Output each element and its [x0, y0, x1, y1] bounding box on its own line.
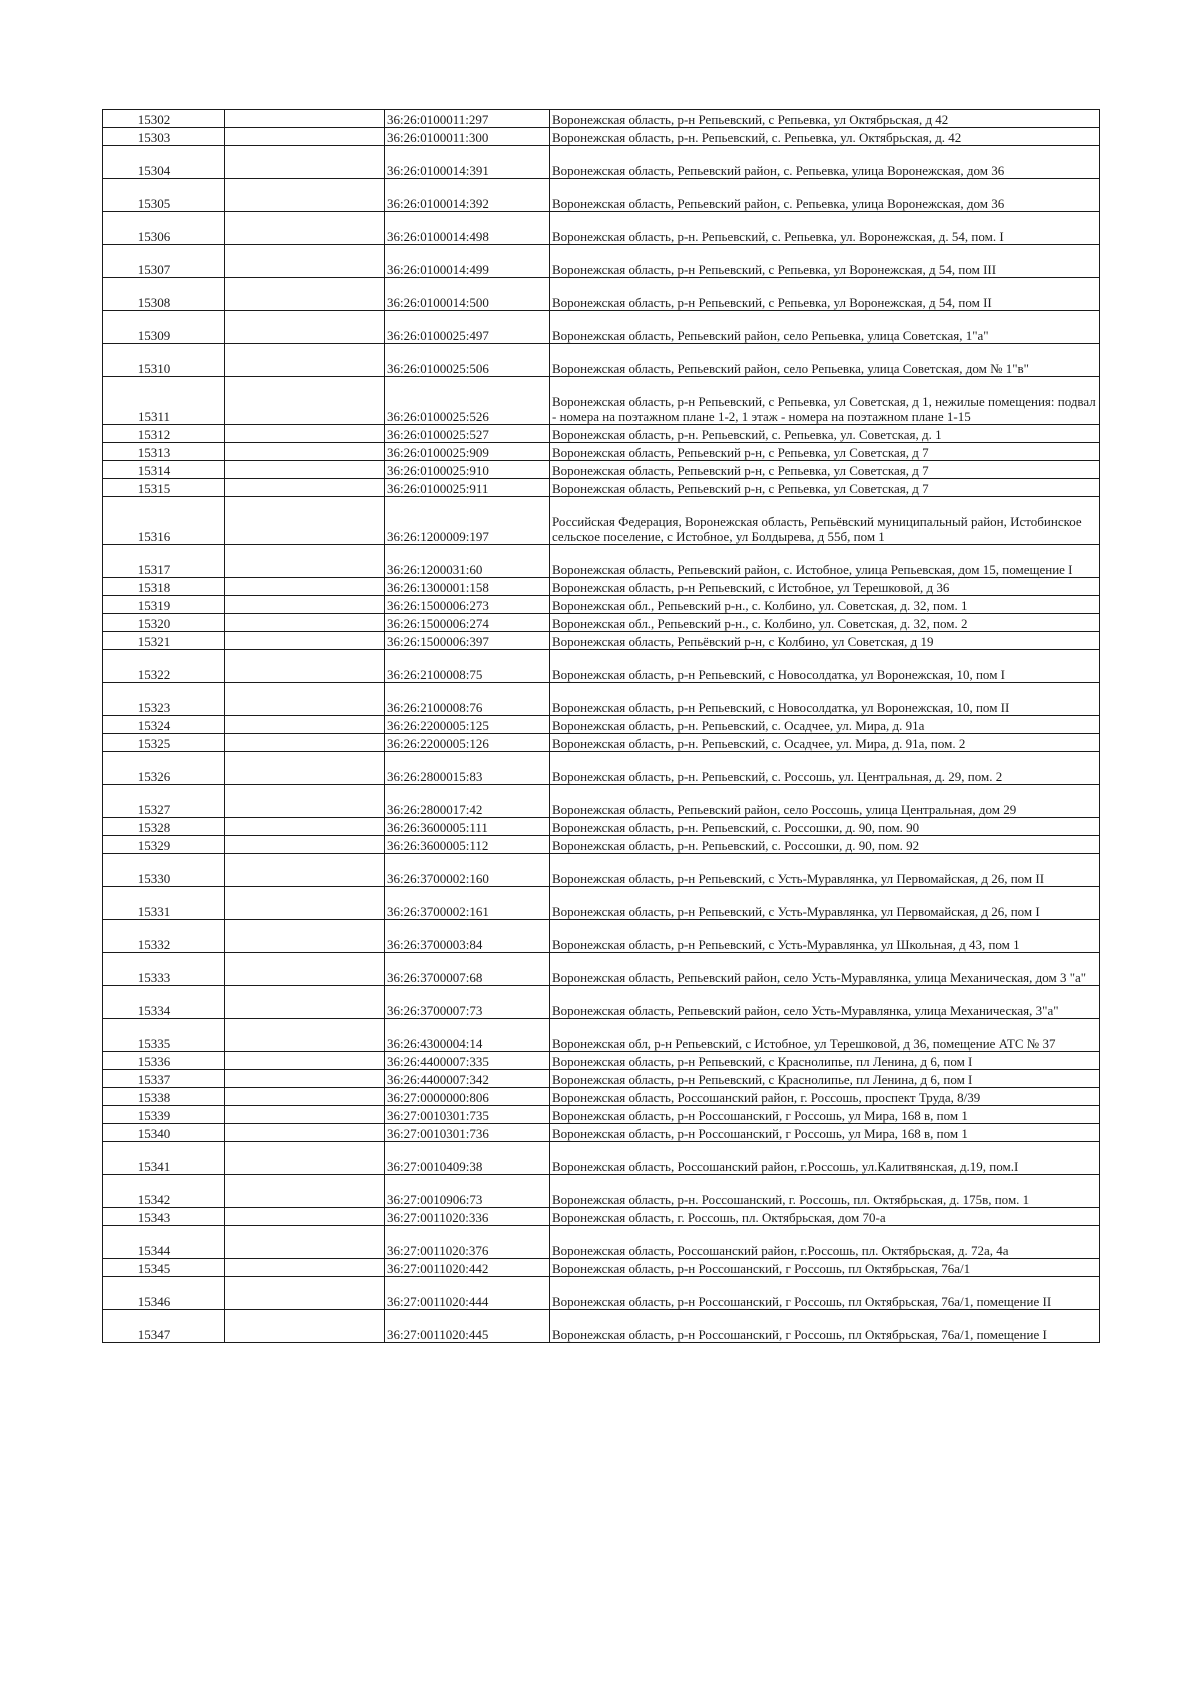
empty-cell: [225, 497, 385, 545]
row-number: 15347: [103, 1310, 225, 1343]
cadastral-number: 36:27:0011020:442: [385, 1259, 550, 1277]
empty-cell: [225, 716, 385, 734]
empty-cell: [225, 614, 385, 632]
property-table: [102, 109, 1100, 1343]
address: Воронежская область, р-н. Россошанский, г. Россошь, пл. Октябрьская, д. 175в, пом. 1: [550, 1175, 1100, 1208]
address: Воронежская область, Репьевский район, с. Истобное, улица Репьевская, дом 15, помещение I: [550, 545, 1100, 578]
empty-cell: [225, 377, 385, 425]
address: Воронежская область, р-н. Репьевский, с. Осадчее, ул. Мира, д. 91а: [550, 716, 1100, 734]
table-row: [103, 986, 1100, 1019]
cadastral-number: 36:26:0100025:506: [385, 344, 550, 377]
address: Воронежская область, Репьевский район, с. Репьевка, улица Воронежская, дом 36: [550, 179, 1100, 212]
address: Воронежская область, р-н Репьевский, с Истобное, ул Терешковой, д 36: [550, 578, 1100, 596]
table-row: [103, 479, 1100, 497]
empty-cell: [225, 479, 385, 497]
cadastral-number: 36:27:0011020:336: [385, 1208, 550, 1226]
table-row: [103, 1124, 1100, 1142]
empty-cell: [225, 1310, 385, 1343]
cadastral-number: 36:27:0010409:38: [385, 1142, 550, 1175]
table-row: [103, 734, 1100, 752]
row-number: 15314: [103, 461, 225, 479]
empty-cell: [225, 1142, 385, 1175]
table-row: [103, 179, 1100, 212]
cadastral-number: 36:26:3700003:84: [385, 920, 550, 953]
empty-cell: [225, 785, 385, 818]
cadastral-number: 36:26:0100025:910: [385, 461, 550, 479]
empty-cell: [225, 110, 385, 128]
cadastral-number: 36:26:3700007:73: [385, 986, 550, 1019]
address: Воронежская область, р-н Репьевский, с Репьевка, ул Воронежская, д 54, пом II: [550, 278, 1100, 311]
address: Воронежская область, Россошанский район, г.Россошь, ул.Калитвянская, д.19, пом.I: [550, 1142, 1100, 1175]
table-row: [103, 596, 1100, 614]
cadastral-number: 36:26:1200009:197: [385, 497, 550, 545]
empty-cell: [225, 1124, 385, 1142]
cadastral-number: 36:26:0100014:500: [385, 278, 550, 311]
empty-cell: [225, 1106, 385, 1124]
cadastral-number: 36:26:3700002:161: [385, 887, 550, 920]
empty-cell: [225, 1052, 385, 1070]
empty-cell: [225, 1088, 385, 1106]
address: Воронежская область, р-н Репьевский, с Усть-Муравлянка, ул Первомайская, д 26, пом II: [550, 854, 1100, 887]
row-number: 15334: [103, 986, 225, 1019]
row-number: 15303: [103, 128, 225, 146]
address: Воронежская область, р-н Репьевский, с Репьевка, ул Октябрьская, д 42: [550, 110, 1100, 128]
table-row: [103, 683, 1100, 716]
empty-cell: [225, 578, 385, 596]
empty-cell: [225, 146, 385, 179]
address: Воронежская область, р-н. Репьевский, с. Репьевка, ул. Воронежская, д. 54, пом. I: [550, 212, 1100, 245]
address: Воронежская область, Репьевский р-н, с Репьевка, ул Советская, д 7: [550, 443, 1100, 461]
cadastral-number: 36:26:2800017:42: [385, 785, 550, 818]
empty-cell: [225, 1277, 385, 1310]
cadastral-number: 36:26:3600005:112: [385, 836, 550, 854]
empty-cell: [225, 1226, 385, 1259]
table-row: [103, 443, 1100, 461]
row-number: 15333: [103, 953, 225, 986]
cadastral-number: 36:26:0100014:391: [385, 146, 550, 179]
table-row: [103, 344, 1100, 377]
table-row: [103, 920, 1100, 953]
row-number: 15325: [103, 734, 225, 752]
address: Воронежская область, Россошанский район, г. Россошь, проспект Труда, 8/39: [550, 1088, 1100, 1106]
address: Воронежская область, Репьёвский р-н, с Колбино, ул Советская, д 19: [550, 632, 1100, 650]
address: Воронежская область, Репьевский район, с. Репьевка, улица Воронежская, дом 36: [550, 146, 1100, 179]
table-row: [103, 497, 1100, 545]
cadastral-number: 36:27:0011020:376: [385, 1226, 550, 1259]
address: Воронежская область, р-н. Репьевский, с. Россошки, д. 90, пом. 90: [550, 818, 1100, 836]
empty-cell: [225, 650, 385, 683]
row-number: 15327: [103, 785, 225, 818]
row-number: 15322: [103, 650, 225, 683]
address: Воронежская область, Репьевский район, село Репьевка, улица Советская, дом № 1"в": [550, 344, 1100, 377]
table-row: [103, 1208, 1100, 1226]
cadastral-number: 36:26:0100025:909: [385, 443, 550, 461]
address: Воронежская область, р-н. Репьевский, с. Репьевка, ул. Октябрьская, д. 42: [550, 128, 1100, 146]
address: Воронежская область, Репьевский р-н, с Репьевка, ул Советская, д 7: [550, 479, 1100, 497]
row-number: 15304: [103, 146, 225, 179]
table-row: [103, 1106, 1100, 1124]
table-row: [103, 1088, 1100, 1106]
table-row: [103, 1226, 1100, 1259]
table-row: [103, 578, 1100, 596]
row-number: 15320: [103, 614, 225, 632]
cadastral-number: 36:26:4300004:14: [385, 1019, 550, 1052]
row-number: 15336: [103, 1052, 225, 1070]
cadastral-number: 36:26:3700002:160: [385, 854, 550, 887]
cadastral-number: 36:26:2800015:83: [385, 752, 550, 785]
cadastral-number: 36:26:1500006:274: [385, 614, 550, 632]
address: Воронежская область, р-н Репьевский, с Усть-Муравлянка, ул Первомайская, д 26, пом I: [550, 887, 1100, 920]
empty-cell: [225, 986, 385, 1019]
empty-cell: [225, 596, 385, 614]
cadastral-number: 36:26:2200005:126: [385, 734, 550, 752]
cadastral-number: 36:26:0100014:498: [385, 212, 550, 245]
empty-cell: [225, 311, 385, 344]
table-row: [103, 1052, 1100, 1070]
row-number: 15311: [103, 377, 225, 425]
table-row: [103, 110, 1100, 128]
empty-cell: [225, 179, 385, 212]
empty-cell: [225, 1175, 385, 1208]
row-number: 15305: [103, 179, 225, 212]
table-row: [103, 1019, 1100, 1052]
empty-cell: [225, 854, 385, 887]
row-number: 15344: [103, 1226, 225, 1259]
cadastral-number: 36:26:0100025:911: [385, 479, 550, 497]
address: Воронежская обл, р-н Репьевский, с Истобное, ул Терешковой, д 36, помещение АТС № 37: [550, 1019, 1100, 1052]
empty-cell: [225, 836, 385, 854]
address: Воронежская область, Россошанский район, г.Россошь, пл. Октябрьская, д. 72а, 4а: [550, 1226, 1100, 1259]
row-number: 15309: [103, 311, 225, 344]
empty-cell: [225, 128, 385, 146]
row-number: 15323: [103, 683, 225, 716]
cadastral-number: 36:27:0011020:444: [385, 1277, 550, 1310]
table-row: [103, 1175, 1100, 1208]
empty-cell: [225, 461, 385, 479]
cadastral-number: 36:26:0100011:297: [385, 110, 550, 128]
table-row: [103, 278, 1100, 311]
table-row: [103, 1277, 1100, 1310]
row-number: 15343: [103, 1208, 225, 1226]
address: Воронежская область, р-н Россошанский, г Россошь, пл Октябрьская, 76а/1, помещение II: [550, 1277, 1100, 1310]
table-row: [103, 311, 1100, 344]
empty-cell: [225, 278, 385, 311]
table-row: [103, 146, 1100, 179]
row-number: 15332: [103, 920, 225, 953]
empty-cell: [225, 545, 385, 578]
empty-cell: [225, 344, 385, 377]
empty-cell: [225, 818, 385, 836]
table-row: [103, 245, 1100, 278]
row-number: 15341: [103, 1142, 225, 1175]
empty-cell: [225, 425, 385, 443]
cadastral-number: 36:26:2200005:125: [385, 716, 550, 734]
cadastral-number: 36:26:4400007:335: [385, 1052, 550, 1070]
row-number: 15307: [103, 245, 225, 278]
address: Воронежская область, р-н Репьевский, с Краснолипье, пл Ленина, д 6, пом I: [550, 1052, 1100, 1070]
table-row: [103, 1142, 1100, 1175]
table-row: [103, 1070, 1100, 1088]
row-number: 15335: [103, 1019, 225, 1052]
address: Воронежская область, р-н. Репьевский, с. Репьевка, ул. Советская, д. 1: [550, 425, 1100, 443]
table-row: [103, 818, 1100, 836]
row-number: 15316: [103, 497, 225, 545]
address: Воронежская область, р-н. Репьевский, с. Россошки, д. 90, пом. 92: [550, 836, 1100, 854]
row-number: 15319: [103, 596, 225, 614]
address: Воронежская область, р-н Репьевский, с Новосолдатка, ул Воронежская, 10, пом I: [550, 650, 1100, 683]
address: Воронежская область, р-н Россошанский, г Россошь, ул Мира, 168 в, пом 1: [550, 1124, 1100, 1142]
table-row: [103, 716, 1100, 734]
cadastral-number: 36:26:0100011:300: [385, 128, 550, 146]
property-table-body: [103, 110, 1100, 1343]
address: Воронежская обл., Репьевский р-н., с. Колбино, ул. Советская, д. 32, пом. 1: [550, 596, 1100, 614]
row-number: 15339: [103, 1106, 225, 1124]
row-number: 15329: [103, 836, 225, 854]
empty-cell: [225, 443, 385, 461]
row-number: 15306: [103, 212, 225, 245]
table-row: [103, 1259, 1100, 1277]
row-number: 15337: [103, 1070, 225, 1088]
address: Воронежская область, р-н Россошанский, г Россошь, ул Мира, 168 в, пом 1: [550, 1106, 1100, 1124]
row-number: 15342: [103, 1175, 225, 1208]
row-number: 15302: [103, 110, 225, 128]
empty-cell: [225, 920, 385, 953]
row-number: 15331: [103, 887, 225, 920]
cadastral-number: 36:27:0010301:735: [385, 1106, 550, 1124]
cadastral-number: 36:26:2100008:75: [385, 650, 550, 683]
table-row: [103, 650, 1100, 683]
row-number: 15308: [103, 278, 225, 311]
address: Воронежская область, г. Россошь, пл. Октябрьская, дом 70-а: [550, 1208, 1100, 1226]
address: Воронежская область, Репьевский район, село Усть-Муравлянка, улица Механическая, дом 3 "а": [550, 953, 1100, 986]
table-row: [103, 632, 1100, 650]
cadastral-number: 36:26:1500006:397: [385, 632, 550, 650]
empty-cell: [225, 887, 385, 920]
empty-cell: [225, 245, 385, 278]
table-row: [103, 377, 1100, 425]
table-row: [103, 128, 1100, 146]
table-row: [103, 425, 1100, 443]
row-number: 15328: [103, 818, 225, 836]
table-row: [103, 545, 1100, 578]
table-row: [103, 854, 1100, 887]
empty-cell: [225, 1208, 385, 1226]
table-row: [103, 461, 1100, 479]
cadastral-number: 36:26:3700007:68: [385, 953, 550, 986]
table-row: [103, 785, 1100, 818]
row-number: 15310: [103, 344, 225, 377]
cadastral-number: 36:26:2100008:76: [385, 683, 550, 716]
table-row: [103, 752, 1100, 785]
empty-cell: [225, 734, 385, 752]
cadastral-number: 36:26:4400007:342: [385, 1070, 550, 1088]
row-number: 15318: [103, 578, 225, 596]
empty-cell: [225, 683, 385, 716]
table-row: [103, 1310, 1100, 1343]
address: Воронежская область, р-н Репьевский, с Новосолдатка, ул Воронежская, 10, пом II: [550, 683, 1100, 716]
row-number: 15321: [103, 632, 225, 650]
empty-cell: [225, 212, 385, 245]
address: Воронежская обл., Репьевский р-н., с. Колбино, ул. Советская, д. 32, пом. 2: [550, 614, 1100, 632]
cadastral-number: 36:27:0010301:736: [385, 1124, 550, 1142]
row-number: 15330: [103, 854, 225, 887]
address: Воронежская область, р-н Репьевский, с Репьевка, ул Воронежская, д 54, пом III: [550, 245, 1100, 278]
cadastral-number: 36:27:0011020:445: [385, 1310, 550, 1343]
address: Воронежская область, р-н Репьевский, с Репьевка, ул Советская, д 1, нежилые помещения: подвал - номера на поэтажном плане 1-2, 1 этаж - номера на поэтажном плане 1-15: [550, 377, 1100, 425]
address: Воронежская область, Репьевский район, село Усть-Муравлянка, улица Механическая, 3"а": [550, 986, 1100, 1019]
empty-cell: [225, 1259, 385, 1277]
table-row: [103, 887, 1100, 920]
row-number: 15312: [103, 425, 225, 443]
cadastral-number: 36:26:1500006:273: [385, 596, 550, 614]
cadastral-number: 36:26:1200031:60: [385, 545, 550, 578]
cadastral-number: 36:27:0000000:806: [385, 1088, 550, 1106]
row-number: 15315: [103, 479, 225, 497]
address: Воронежская область, р-н Репьевский, с Усть-Муравлянка, ул Школьная, д 43, пом 1: [550, 920, 1100, 953]
cadastral-number: 36:26:0100025:526: [385, 377, 550, 425]
address: Воронежская область, р-н. Репьевский, с. Осадчее, ул. Мира, д. 91а, пом. 2: [550, 734, 1100, 752]
row-number: 15345: [103, 1259, 225, 1277]
cadastral-number: 36:26:3600005:111: [385, 818, 550, 836]
empty-cell: [225, 1019, 385, 1052]
address: Воронежская область, р-н Репьевский, с Краснолипье, пл Ленина, д 6, пом I: [550, 1070, 1100, 1088]
address: Воронежская область, р-н Россошанский, г Россошь, пл Октябрьская, 76а/1: [550, 1259, 1100, 1277]
address: Воронежская область, Репьевский район, село Россошь, улица Центральная, дом 29: [550, 785, 1100, 818]
row-number: 15340: [103, 1124, 225, 1142]
table-row: [103, 836, 1100, 854]
cadastral-number: 36:27:0010906:73: [385, 1175, 550, 1208]
cadastral-number: 36:26:0100014:499: [385, 245, 550, 278]
address: Воронежская область, Репьевский р-н, с Репьевка, ул Советская, д 7: [550, 461, 1100, 479]
row-number: 15338: [103, 1088, 225, 1106]
cadastral-number: 36:26:0100014:392: [385, 179, 550, 212]
row-number: 15313: [103, 443, 225, 461]
cadastral-number: 36:26:1300001:158: [385, 578, 550, 596]
address: Российская Федерация, Воронежская область, Репьёвский муниципальный район, Истобинское сельское поселение, с Истобное, ул Болдырева, д 55б, пом 1: [550, 497, 1100, 545]
address: Воронежская область, р-н. Репьевский, с. Россошь, ул. Центральная, д. 29, пом. 2: [550, 752, 1100, 785]
table-row: [103, 212, 1100, 245]
cadastral-number: 36:26:0100025:497: [385, 311, 550, 344]
row-number: 15346: [103, 1277, 225, 1310]
empty-cell: [225, 752, 385, 785]
address: Воронежская область, р-н Россошанский, г Россошь, пл Октябрьская, 76а/1, помещение I: [550, 1310, 1100, 1343]
cadastral-number: 36:26:0100025:527: [385, 425, 550, 443]
empty-cell: [225, 632, 385, 650]
row-number: 15317: [103, 545, 225, 578]
empty-cell: [225, 953, 385, 986]
empty-cell: [225, 1070, 385, 1088]
table-row: [103, 953, 1100, 986]
row-number: 15326: [103, 752, 225, 785]
table-row: [103, 614, 1100, 632]
row-number: 15324: [103, 716, 225, 734]
address: Воронежская область, Репьевский район, село Репьевка, улица Советская, 1"а": [550, 311, 1100, 344]
